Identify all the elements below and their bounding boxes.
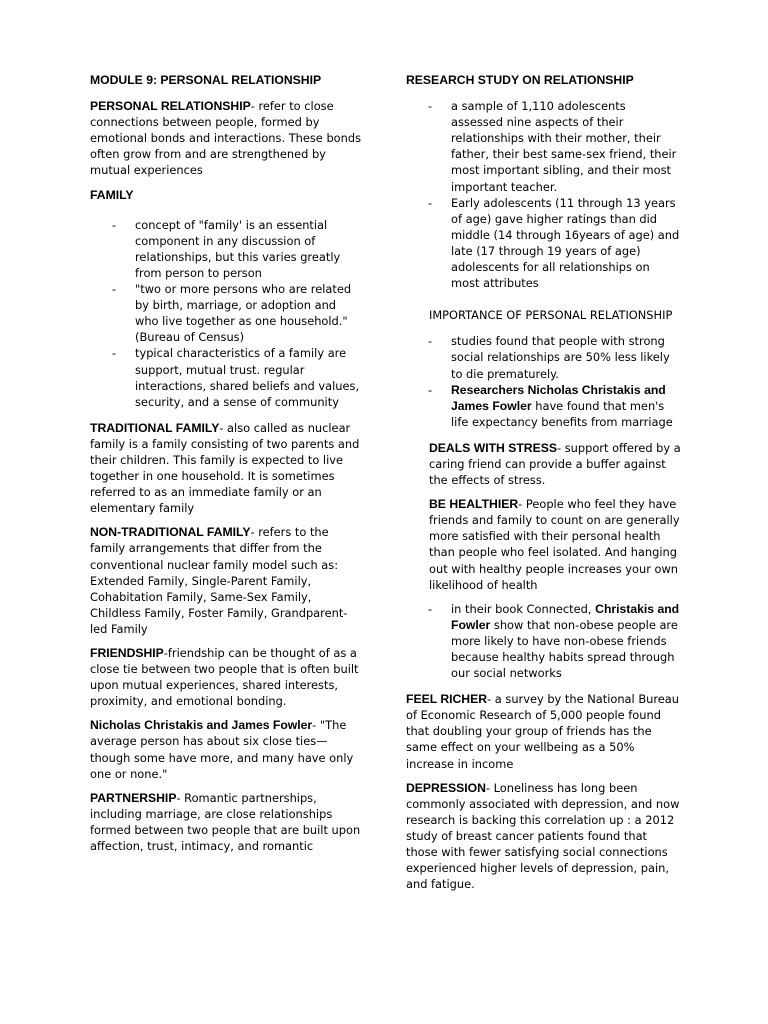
list-item <box>90 217 362 281</box>
richer-lead: FEEL RICHER <box>406 692 488 707</box>
list-item-text: concept of "family' is an essential component in any discussion of relationships, but this varies greatly from person to person <box>135 217 341 280</box>
list-item-text: Early adolescents (11 through 13 years of age) gave higher ratings than did middle (14 through 16years of age) and late (17 through 19 years of age) adolescents for all relationships on most attributes <box>451 195 680 291</box>
dash-bullet: - <box>428 382 433 397</box>
personal-relationship-text: - refer to close connections between people, formed by emotional bonds and interactions. These bonds often grow from and are strengthened by mutual experiences <box>90 99 362 178</box>
list-item-text: "two or more persons who are related by birth, marriage, or adoption and who live together as one household." (Bureau of Census) <box>135 282 352 345</box>
stress-text: - support offered by a caring friend can provide a buffer against the effects of stress. <box>429 440 681 488</box>
nontraditional-family-lead: NON-TRADITIONAL FAMILY <box>90 525 251 540</box>
list-item <box>90 345 362 409</box>
list-item-text: have found that men's life expectancy benefits from marriage <box>451 398 673 429</box>
friendship-text: -friendship can be thought of as a close tie between two people that is often built upon mutual experiences, shared interests, proximity, and emotional bonding. <box>90 646 359 709</box>
list-item <box>406 333 681 381</box>
dash-bullet: - <box>428 99 433 114</box>
importance-heading: IMPORTANCE OF PERSONAL RELATIONSHIP <box>429 308 673 323</box>
partnership-text: - Romantic partnerships, including marriage, are close relationships formed between two people that are built upon affection, trust, intimacy, and romantic <box>90 790 361 854</box>
dash-bullet: - <box>428 195 433 210</box>
personal-relationship-paragraph <box>90 98 362 178</box>
friendship-lead: FRIENDSHIP <box>90 646 164 660</box>
connected-authors-bold: Christakis and Fowler <box>451 601 680 632</box>
dash-bullet: - <box>428 334 433 349</box>
stress-paragraph <box>429 440 681 488</box>
depression-lead: DEPRESSION <box>406 780 486 795</box>
importance-researchers-bold: Researchers Nicholas Christakis and James Fowler <box>451 382 666 413</box>
list-item <box>406 382 681 430</box>
nontraditional-family-text: - refers to the family arrangements that differ from the conventional nuclear family model such as: Extended Family, Single-Parent Family, Cohabitation Family, Same-Sex Family, Childless Family, Foster Family, Grandparent-led Family <box>90 525 348 636</box>
connected-pre-text: in their book Connected, <box>451 601 596 616</box>
importance-list <box>406 333 681 430</box>
research-title: RESEARCH STUDY ON RELATIONSHIP <box>406 73 634 87</box>
depression-text: - Loneliness has long been commonly associated with depression, and now research is backing this correlation up : a 2012 study of breast cancer patients found that those with fewer satisfying social connections experienced higher levels of depression, pain, and fatigue. <box>406 780 680 892</box>
dash-bullet: - <box>112 282 117 297</box>
traditional-family-text: - also called as nuclear family is a family consisting of two parents and their children. This family is expected to live together in one household. It is sometimes referred to as an immediate family or an elementary family <box>90 420 360 516</box>
family-heading: FAMILY <box>90 187 134 202</box>
list-item-text: typical characteristics of a family are support, mutual trust. regular interactions, shared beliefs and values, security, and a sense of community <box>135 346 360 409</box>
christakis-text: - "The average person has about six close ties—though some have more, and many have only one or none." <box>90 718 354 781</box>
left-column <box>90 72 362 862</box>
christakis-paragraph <box>90 717 362 781</box>
nontraditional-family-paragraph <box>90 524 362 637</box>
list-item <box>406 195 681 292</box>
traditional-family-paragraph <box>90 420 362 517</box>
list-item-text: a sample of 1,110 adolescents assessed nine aspects of their relationships with their mother, their father, their best same-sex friend, their most important sibling, and their most important teacher. <box>451 99 677 194</box>
list-item <box>406 601 681 681</box>
module-title: MODULE 9: PERSONAL RELATIONSHIP <box>90 73 322 87</box>
partnership-lead: PARTNERSHIP <box>90 790 177 805</box>
richer-paragraph <box>406 691 681 771</box>
connected-list <box>406 601 681 681</box>
friendship-paragraph <box>90 645 362 709</box>
list-item <box>406 98 681 195</box>
healthier-text: - People who feel they have friends and family to count on are generally more satisfied with their personal health than people who feel isolated. And hanging out with healthy people increases your own likelihood of health <box>429 497 680 592</box>
personal-relationship-lead: PERSONAL RELATIONSHIP <box>90 99 251 114</box>
dash-bullet: - <box>112 217 117 232</box>
christakis-lead: Nicholas Christakis and James Fowler <box>90 718 313 733</box>
richer-text: - a survey by the National Bureau of Economic Research of 5,000 people found that doubling your group of friends has the same effect on your wellbeing as a 50% increase in income <box>406 692 679 771</box>
healthier-paragraph <box>429 496 681 593</box>
healthier-lead: BE HEALTHIER <box>429 497 519 512</box>
list-item <box>90 281 362 345</box>
dash-bullet: - <box>112 346 117 361</box>
family-list <box>90 217 362 410</box>
depression-paragraph <box>406 780 681 893</box>
list-item-text: studies found that people with strong social relationships are 50% less likely to die prematurely. <box>451 334 670 381</box>
partnership-paragraph <box>90 790 362 854</box>
research-list <box>406 98 681 291</box>
traditional-family-lead: TRADITIONAL FAMILY <box>90 420 220 435</box>
right-column <box>406 72 681 900</box>
connected-post-text: show that non-obese people are more likely to have non-obese friends because healthy habits spread through our social networks <box>451 617 678 681</box>
stress-lead: DEALS WITH STRESS <box>429 440 557 455</box>
dash-bullet: - <box>428 601 433 616</box>
